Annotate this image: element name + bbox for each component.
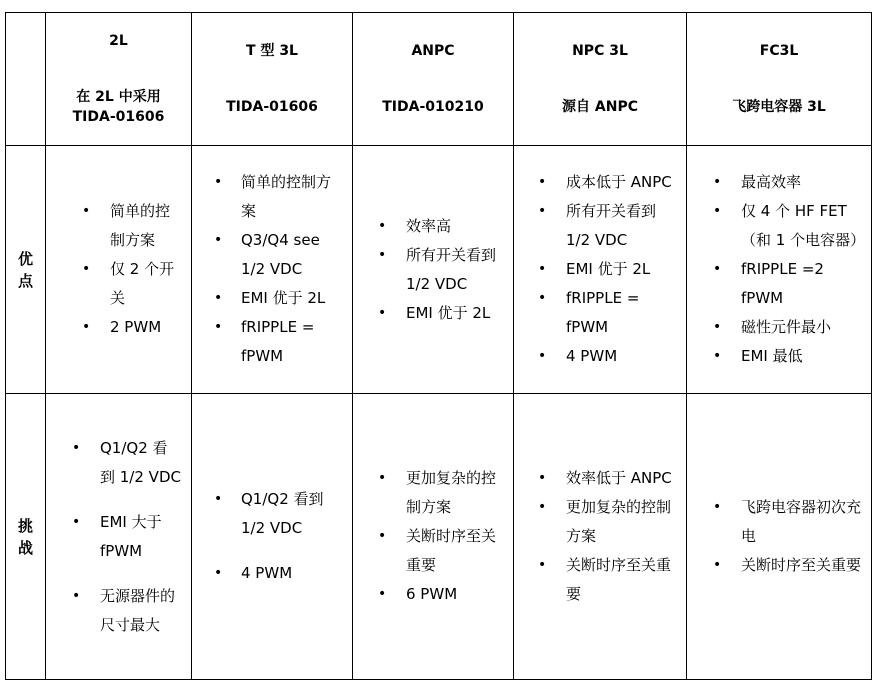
list-item: • 6 PWM <box>353 580 503 609</box>
advantages-npc-3l <box>514 146 687 394</box>
list-item: • fRIPPLE = fPWM <box>514 284 676 342</box>
challenges-label: 挑 战 <box>6 394 46 680</box>
list-item: • 所有开关看到 1/2 VDC <box>514 197 676 255</box>
list-item: • 仅 4 个 HF FET （和 1 个电容器） <box>687 197 861 255</box>
header-anpc: ANPC TIDA-010210 <box>353 13 514 146</box>
list-item: • 成本低于 ANPC <box>514 168 676 197</box>
list-item: • EMI 最低 <box>687 342 861 371</box>
list-item: • 简单的控制方案 <box>192 168 342 226</box>
advantages-row <box>6 146 872 394</box>
list-item: • 更加复杂的控制方案 <box>353 464 503 522</box>
list-item: • 无源器件的尺寸最大 <box>46 582 181 640</box>
list-item: • 最高效率 <box>687 168 861 197</box>
list-item: • fRIPPLE =2 fPWM <box>687 255 861 313</box>
list-item: • 4 PWM <box>514 342 676 371</box>
list-item: • fRIPPLE = fPWM <box>192 313 342 371</box>
advantages-anpc <box>353 146 514 394</box>
challenges-anpc <box>353 394 514 680</box>
list-item: • 效率高 <box>353 212 503 241</box>
list-item: • 关断时序至关重要 <box>687 551 861 580</box>
topology-comparison-table <box>5 12 872 680</box>
list-item: • 关断时序至关重要 <box>353 522 503 580</box>
list-item: • EMI 大于 fPWM <box>46 508 181 566</box>
challenges-row <box>6 394 872 680</box>
challenges-t-type-3l <box>192 394 353 680</box>
header-2l: 2L 在 2L 中采用 TIDA-01606 <box>46 13 192 146</box>
advantages-label: 优 点 <box>6 146 46 394</box>
header-row <box>6 13 872 146</box>
list-item: • Q1/Q2 看到 1/2 VDC <box>192 485 342 543</box>
header-t-type-3l: T 型 3L TIDA-01606 <box>192 13 353 146</box>
list-item: • Q3/Q4 see 1/2 VDC <box>192 226 342 284</box>
challenges-2l <box>46 394 192 680</box>
header-npc-3l: NPC 3L 源自 ANPC <box>514 13 687 146</box>
challenges-fc3l <box>687 394 872 680</box>
list-item: • 2 PWM <box>46 313 181 342</box>
list-item: • 关断时序至关重要 <box>514 551 676 609</box>
list-item: • 仅 2 个开关 <box>46 255 181 313</box>
list-item: • 更加复杂的控制方案 <box>514 493 676 551</box>
list-item: • 简单的控制方案 <box>46 197 181 255</box>
list-item: • 磁性元件最小 <box>687 313 861 342</box>
header-corner <box>6 13 46 146</box>
list-item: • EMI 优于 2L <box>353 299 503 328</box>
list-item: • EMI 优于 2L <box>514 255 676 284</box>
advantages-t-type-3l <box>192 146 353 394</box>
advantages-fc3l <box>687 146 872 394</box>
list-item: • Q1/Q2 看到 1/2 VDC <box>46 434 181 492</box>
header-fc3l: FC3L 飞跨电容器 3L <box>687 13 872 146</box>
advantages-2l <box>46 146 192 394</box>
list-item: • EMI 优于 2L <box>192 284 342 313</box>
list-item: • 效率低于 ANPC <box>514 464 676 493</box>
list-item: • 飞跨电容器初次充电 <box>687 493 861 551</box>
list-item: • 4 PWM <box>192 559 342 588</box>
challenges-npc-3l <box>514 394 687 680</box>
list-item: • 所有开关看到 1/2 VDC <box>353 241 503 299</box>
